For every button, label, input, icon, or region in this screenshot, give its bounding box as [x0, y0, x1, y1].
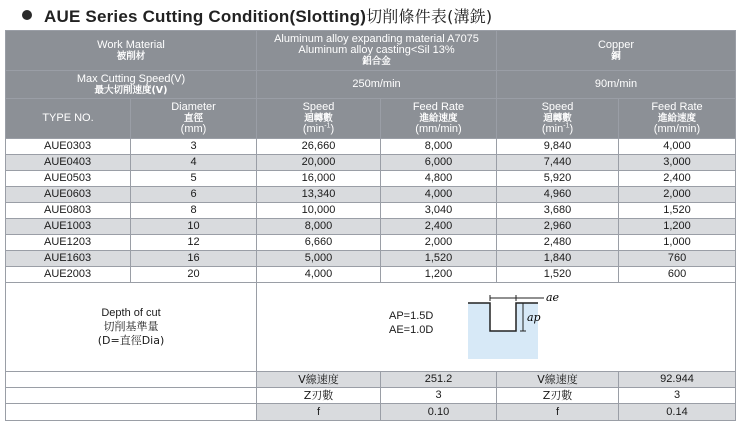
- type-cell: AUE0603: [6, 187, 131, 203]
- cu-speed-cell: 4,960: [497, 187, 619, 203]
- diameter-cell: 5: [131, 171, 257, 187]
- al-f-label: f: [257, 404, 381, 421]
- speed-unit: $(\min^{-1})$: [302, 122, 335, 135]
- cu-f-value: 0.14: [619, 404, 736, 421]
- al-feed-cell: 6,000: [381, 155, 497, 171]
- al-f-value: 0.10: [381, 404, 497, 421]
- title-main: AUE Series Cutting Condition(Slotting): [44, 6, 367, 26]
- al-speed-header: [257, 99, 381, 139]
- cu-speed-cell: 5,920: [497, 171, 619, 187]
- table-row: [6, 251, 736, 267]
- diagram-wrap: [257, 283, 735, 371]
- cu-f-label: f: [497, 404, 619, 421]
- diameter-cell: 16: [131, 251, 257, 267]
- cu-speed-cell: 7,440: [497, 155, 619, 171]
- aluminum-header: [257, 31, 497, 71]
- speed-unit: $(\min^{-1})$: [541, 122, 574, 135]
- cu-feed-cell: 1,000: [619, 235, 736, 251]
- al-feed-cell: 2,000: [381, 235, 497, 251]
- column-header-row: [6, 99, 736, 139]
- work-material-row: [6, 31, 736, 71]
- cu-speed-cell: 3,680: [497, 203, 619, 219]
- ap-value: AP=1.5D: [389, 310, 434, 322]
- copper-header: [497, 31, 736, 71]
- diameter-cell: 4: [131, 155, 257, 171]
- al-z-value: 3: [381, 388, 497, 404]
- type-cell: AUE0803: [6, 203, 131, 219]
- cu-speed-cell: 9,840: [497, 139, 619, 155]
- al-feed-cell: 4,000: [381, 187, 497, 203]
- title-cjk: 切削條件表(溝銑): [366, 6, 493, 26]
- work-material-en: Work Material: [97, 38, 165, 51]
- ae-value: AE=1.0D: [389, 324, 434, 336]
- aluminum-max-speed: 250m/min: [257, 71, 497, 99]
- max-speed-en: Max Cutting Speed(V): [76, 72, 186, 85]
- diameter-cell: 20: [131, 267, 257, 283]
- footer-blank: [6, 404, 257, 421]
- al-feed-header: [381, 99, 497, 139]
- al-feed-cell: 1,200: [381, 267, 497, 283]
- al-speed-cell: 6,660: [257, 235, 381, 251]
- depth-line3: (D=直徑Dia): [97, 334, 165, 347]
- type-cell: AUE1203: [6, 235, 131, 251]
- cu-z-value: 3: [619, 388, 736, 404]
- cu-feed-header: [619, 99, 736, 139]
- speed-zh: 迴轉數: [543, 113, 572, 124]
- feed-en: Feed Rate: [412, 101, 465, 113]
- f-row: [6, 404, 736, 421]
- page-title: [44, 4, 492, 27]
- z-row: [6, 388, 736, 404]
- v-row: [6, 372, 736, 388]
- diameter-header: [131, 99, 257, 139]
- depth-of-cut-diagram-cell: [257, 283, 736, 372]
- al-feed-cell: 4,800: [381, 171, 497, 187]
- al-feed-cell: 8,000: [381, 139, 497, 155]
- al-speed-cell: 10,000: [257, 203, 381, 219]
- speed-en: Speed: [302, 101, 335, 113]
- depth-of-cut-label: [6, 283, 257, 372]
- cu-v-value: 92.944: [619, 372, 736, 388]
- al-speed-cell: 20,000: [257, 155, 381, 171]
- al-feed-cell: 3,040: [381, 203, 497, 219]
- table-row: [6, 139, 736, 155]
- table-row: [6, 187, 736, 203]
- al-feed-cell: 2,400: [381, 219, 497, 235]
- table-row: [6, 235, 736, 251]
- feed-zh: 進給速度: [419, 113, 458, 124]
- al-z-label: Z刃數: [257, 388, 381, 404]
- diameter-unit: (mm): [180, 123, 207, 135]
- speed-zh: 迴轉數: [304, 113, 333, 124]
- diameter-en: Diameter: [171, 101, 216, 113]
- aluminum-line1: Aluminum alloy expanding material A7075: [274, 33, 479, 45]
- diameter-zh: 直徑: [183, 113, 203, 124]
- copper-zh: 銅: [611, 50, 621, 62]
- aluminum-line2: Aluminum alloy casting<Sil 13%: [298, 44, 455, 56]
- speed-en: Speed: [541, 101, 574, 113]
- cu-feed-cell: 2,000: [619, 187, 736, 203]
- table-row: [6, 203, 736, 219]
- cu-feed-cell: 4,000: [619, 139, 736, 155]
- cu-speed-cell: 1,520: [497, 267, 619, 283]
- type-cell: AUE1003: [6, 219, 131, 235]
- cu-speed-cell: 1,840: [497, 251, 619, 267]
- type-cell: AUE0303: [6, 139, 131, 155]
- slot-diagram: [462, 289, 572, 365]
- al-speed-cell: 13,340: [257, 187, 381, 203]
- max-speed-row: [6, 71, 736, 99]
- depth-line2: 切削基準量: [103, 320, 159, 333]
- table-row: [6, 219, 736, 235]
- type-cell: AUE0403: [6, 155, 131, 171]
- depth-values: [389, 309, 433, 337]
- al-speed-cell: 5,000: [257, 251, 381, 267]
- max-speed-header: [6, 71, 257, 99]
- feed-unit: (mm/min): [653, 123, 701, 135]
- copper-en: Copper: [597, 38, 635, 51]
- footer-blank: [6, 372, 257, 388]
- cu-feed-cell: 3,000: [619, 155, 736, 171]
- type-no-header: TYPE NO.: [6, 99, 131, 139]
- cu-z-label: Z刃數: [497, 388, 619, 404]
- cu-feed-cell: 2,400: [619, 171, 736, 187]
- al-v-value: 251.2: [381, 372, 497, 388]
- diameter-cell: 10: [131, 219, 257, 235]
- diameter-cell: 3: [131, 139, 257, 155]
- table-row: [6, 155, 736, 171]
- bullet-icon: [22, 10, 32, 20]
- table-row: [6, 267, 736, 283]
- cu-feed-cell: 1,200: [619, 219, 736, 235]
- table-row: [6, 171, 736, 187]
- copper-max-speed: 90m/min: [497, 71, 736, 99]
- max-speed-zh: 最大切削速度(V): [94, 84, 168, 96]
- cu-feed-cell: 600: [619, 267, 736, 283]
- ap-label: ap: [527, 311, 541, 324]
- work-material-zh: 被削材: [116, 50, 146, 62]
- type-cell: AUE1603: [6, 251, 131, 267]
- feed-zh: 進給速度: [658, 113, 697, 124]
- aluminum-zh: 鋁合金: [362, 56, 391, 67]
- al-v-label: V線速度: [257, 372, 381, 388]
- cu-v-label: V線速度: [497, 372, 619, 388]
- type-cell: AUE0503: [6, 171, 131, 187]
- al-speed-cell: 26,660: [257, 139, 381, 155]
- diameter-cell: 8: [131, 203, 257, 219]
- cu-speed-header: [497, 99, 619, 139]
- ae-label: ae: [546, 291, 560, 304]
- cutting-condition-table: [5, 30, 736, 421]
- al-feed-cell: 1,520: [381, 251, 497, 267]
- al-speed-cell: 16,000: [257, 171, 381, 187]
- cu-feed-cell: 760: [619, 251, 736, 267]
- footer-blank: [6, 388, 257, 404]
- feed-en: Feed Rate: [651, 101, 703, 113]
- title-bar: [0, 0, 740, 30]
- al-speed-cell: 8,000: [257, 219, 381, 235]
- slot-shape: [490, 303, 516, 331]
- type-cell: AUE2003: [6, 267, 131, 283]
- work-material-header: [6, 31, 257, 71]
- cu-speed-cell: 2,480: [497, 235, 619, 251]
- diameter-cell: 12: [131, 235, 257, 251]
- al-speed-cell: 4,000: [257, 267, 381, 283]
- depth-line1: Depth of cut: [101, 307, 161, 319]
- cu-speed-cell: 2,960: [497, 219, 619, 235]
- diameter-cell: 6: [131, 187, 257, 203]
- depth-of-cut-row: [6, 283, 736, 372]
- feed-unit: (mm/min): [415, 123, 462, 135]
- cu-feed-cell: 1,520: [619, 203, 736, 219]
